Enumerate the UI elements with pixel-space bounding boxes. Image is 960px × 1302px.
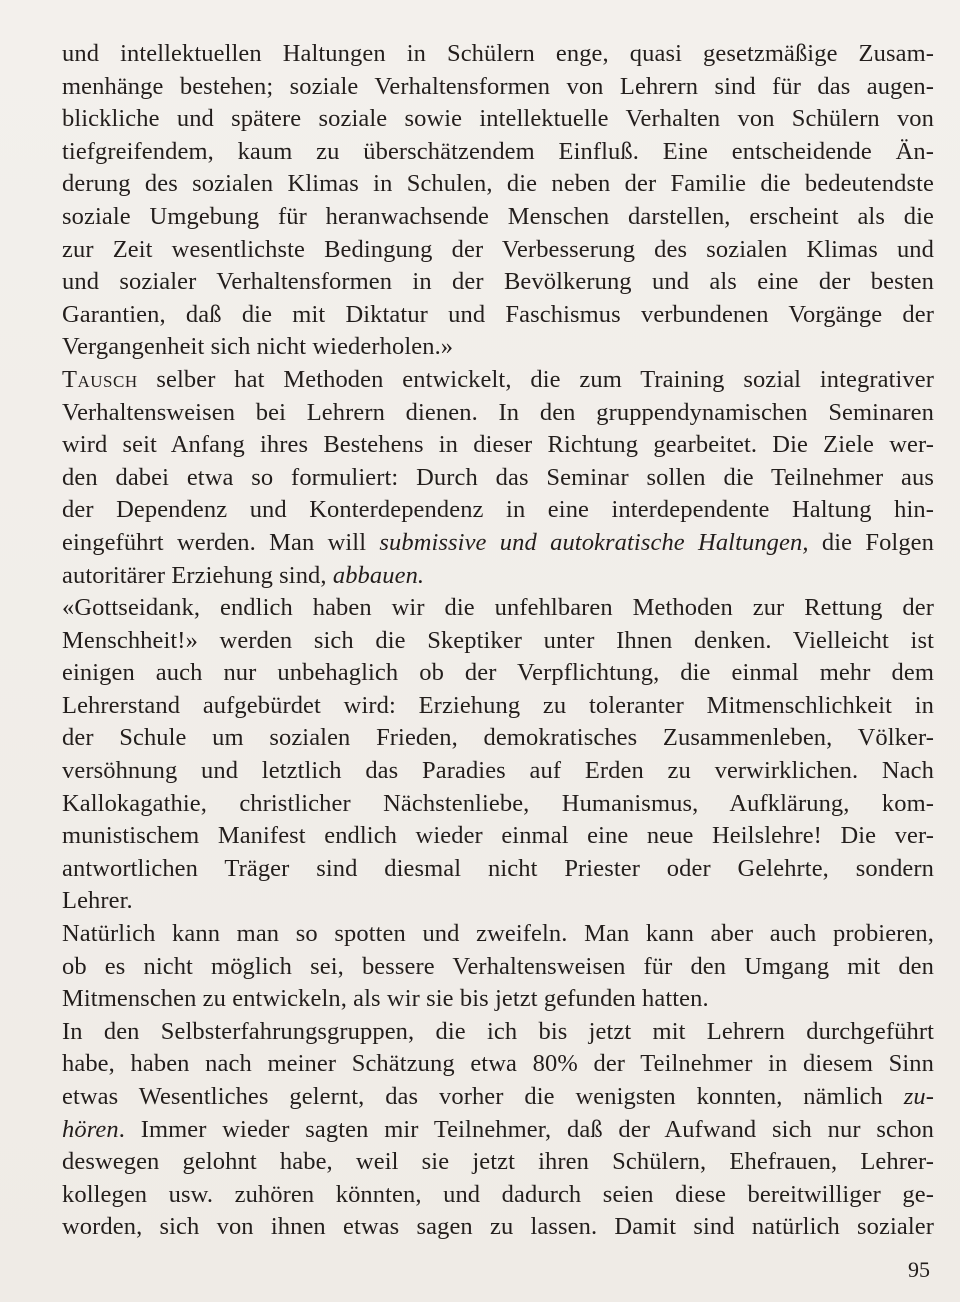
text-line: zur Zeit wesentlichste Bedingung der Verbesserung des sozialen Klimas und [62, 235, 934, 263]
text-line: den dabei etwa so formuliert: Durch das Seminar sollen die Teilnehmer aus [62, 463, 934, 491]
text-line: Kallokagathie, christlicher Nächstenliebe, Humanismus, Aufklärung, kom- [62, 789, 934, 817]
text-line [62, 1081, 934, 1114]
text-line: versöhnung und letztlich das Paradies auf Erden zu verwirklichen. Nach [62, 757, 934, 785]
text-line [62, 560, 934, 593]
emphasis-text: hören [62, 1115, 119, 1143]
text-line: blickliche und spätere soziale sowie intellektuelle Verhalten von Schülern von [62, 105, 934, 133]
body-text [62, 38, 934, 1244]
text-line: wird seit Anfang ihres Bestehens in dieser Richtung gearbeitet. Die Ziele wer- [62, 431, 934, 459]
line-text: die Folgen [808, 528, 934, 556]
paragraph [62, 38, 934, 364]
line-text: eingeführt werden. Man will [62, 528, 380, 556]
text-line: Menschheit!» werden sich die Skeptiker unter Ihnen denken. Vielleicht ist [62, 626, 934, 654]
emphasis-text: abbauen. [332, 561, 425, 589]
text-line: soziale Umgebung für heranwachsende Menschen darstellen, erscheint als die [62, 202, 934, 230]
text-line: Vergangenheit sich nicht wiederholen.» [62, 333, 454, 361]
text-line: worden, sich von ihnen etwas sagen zu lassen. Damit sind natürlich sozialer [62, 1213, 934, 1241]
line-text: etwas Wesentliches gelernt, das vorher die wenigsten konnten, nämlich [62, 1083, 904, 1110]
text-line: menhänge bestehen; soziale Verhaltensformen von Lehrern sind für das augen- [62, 72, 934, 100]
text-line: Lehrerstand aufgebürdet wird: Erziehung zu toleranter Mitmenschlichkeit in [62, 691, 934, 719]
author-name-smallcaps: Tausch [62, 365, 138, 393]
text-line: In den Selbsterfahrungsgruppen, die ich bis jetzt mit Lehrern durchgeführt [62, 1017, 934, 1045]
text-line: antwortlichen Träger sind diesmal nicht Priester oder Gelehrte, sondern [62, 854, 934, 882]
paragraph [62, 364, 934, 592]
text-line: derung des sozialen Klimas in Schulen, die neben der Familie die bedeutendste [62, 170, 934, 198]
paragraph [62, 1016, 934, 1244]
page-number: 95 [908, 1257, 930, 1282]
text-line: habe, haben nach meiner Schätzung etwa 80% der Teilnehmer in diesem Sinn [62, 1050, 934, 1078]
text-line: deswegen gelohnt habe, weil sie jetzt ihren Schülern, Ehefrauen, Lehrer- [62, 1148, 934, 1176]
line-text: autoritärer Erziehung sind, [62, 561, 333, 589]
text-line [62, 364, 934, 397]
text-line: Verhaltensweisen bei Lehrern dienen. In den gruppendynamischen Seminaren [62, 398, 934, 426]
line-text: selber hat Methoden entwickelt, die zum Training sozial integrativer [137, 365, 934, 393]
text-line: und sozialer Verhaltensformen in der Bevölkerung und als eine der besten [62, 268, 934, 296]
emphasis-text: submissive und autokratische Haltungen, [379, 528, 809, 556]
text-line: der Schule um sozialen Frieden, demokratisches Zusammenleben, Völker- [62, 724, 934, 752]
text-line: «Gottseidank, endlich haben wir die unfehlbaren Methoden zur Rettung der [62, 594, 934, 622]
emphasis-text: zu- [903, 1083, 934, 1110]
text-line: tiefgreifendem, kaum zu überschätzendem Einfluß. Eine entscheidende Än- [62, 137, 934, 165]
text-line: Garantien, daß die mit Diktatur und Faschismus verbundenen Vorgänge der [62, 300, 934, 328]
line-text: . Immer wieder sagten mir Teilnehmer, daß der Aufwand sich nur schon [118, 1115, 934, 1143]
text-line [62, 1114, 934, 1147]
text-line: munistischem Manifest endlich wieder einmal eine neue Heilslehre! Die ver- [62, 822, 934, 850]
text-line: einigen auch nur unbehaglich ob der Verpflichtung, die einmal mehr dem [62, 659, 934, 687]
text-line [62, 527, 934, 560]
text-line: der Dependenz und Konterdependenz in eine interdependente Haltung hin- [62, 496, 934, 524]
paragraph [62, 918, 934, 1016]
text-line: und intellektuellen Haltungen in Schülern enge, quasi gesetzmäßige Zusam- [62, 40, 934, 67]
text-line: Natürlich kann man so spotten und zweifeln. Man kann aber auch probieren, [62, 920, 934, 948]
paragraph [62, 592, 934, 918]
text-line: Mitmenschen zu entwickeln, als wir sie bis jetzt gefunden hatten. [62, 985, 709, 1013]
text-line: Lehrer. [62, 887, 133, 915]
text-line: ob es nicht möglich sei, bessere Verhaltensweisen für den Umgang mit den [62, 952, 934, 980]
text-line: kollegen usw. zuhören könnten, und dadurch seien diese bereitwilliger ge- [62, 1180, 934, 1208]
